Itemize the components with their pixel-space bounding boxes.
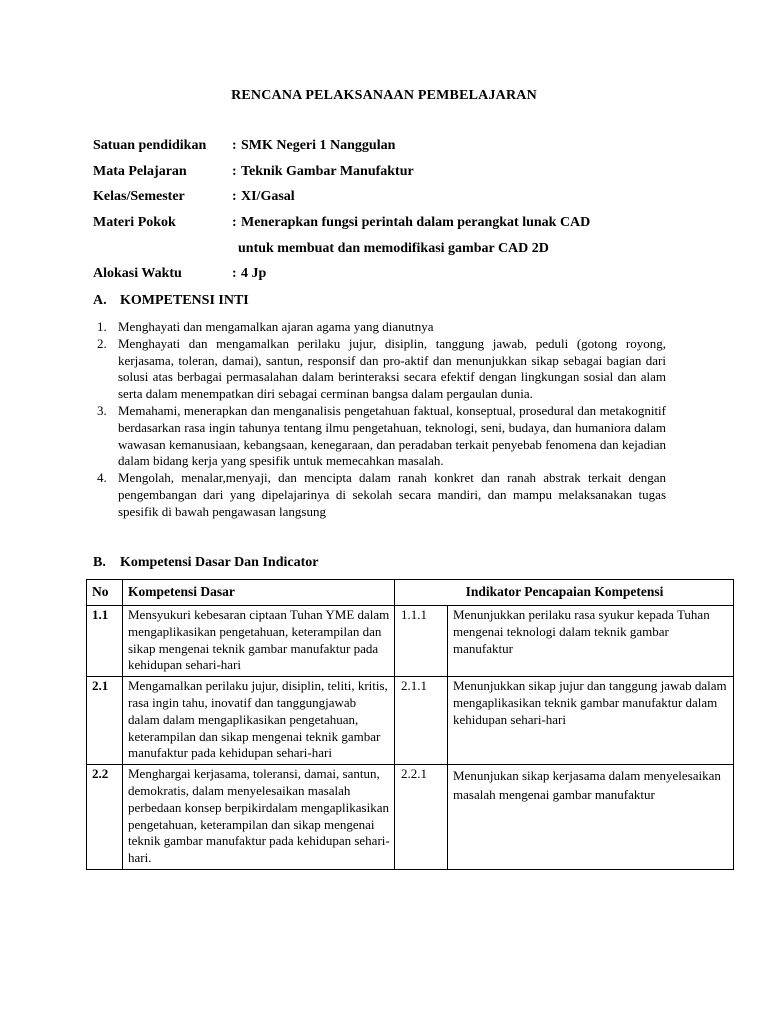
section-letter: A. [93, 293, 107, 308]
cell-kompetensi-dasar: Mengamalkan perilaku jujur, disiplin, teliti, kritis, rasa ingin tahu, inovatif dan tanggungjawab dalam dalam mengaplikasikan pengetahuan, keterampilan dan sikap mengenai teknik gambar manufaktur pada kehidupan sehari-hari [123, 677, 395, 765]
header-kompetensi-dasar: Kompetensi Dasar [123, 580, 395, 606]
identity-row-materi [93, 215, 693, 266]
list-item [95, 403, 666, 470]
identity-label: Alokasi Waktu [93, 265, 182, 281]
identity-value: XI/Gasal [241, 189, 295, 204]
cell-no: 2.2 [87, 765, 123, 870]
identity-separator: : [232, 163, 237, 179]
list-number: 1. [97, 319, 107, 334]
section-letter: B. [93, 555, 106, 570]
cell-indicator: Menunjukan sikap kerjasama dalam menyelesaikan masalah mengenai gambar manufaktur [448, 765, 734, 870]
document-title: RENCANA PELAKSANAAN PEMBELAJARAN [231, 88, 537, 103]
table-header-row [87, 580, 734, 606]
list-item [95, 319, 666, 336]
table-row [87, 677, 734, 765]
list-item [95, 470, 666, 520]
identity-value: SMK Negeri 1 Nanggulan [241, 138, 396, 153]
identity-row-satuan [93, 138, 693, 164]
cell-indicator-code: 1.1.1 [395, 606, 448, 677]
identity-value: 4 Jp [241, 265, 267, 281]
identity-label: Materi Pokok [93, 214, 176, 230]
cell-kompetensi-dasar: Menghargai kerjasama, toleransi, damai, santun, demokratis, dalam menyelesaikan masalah perbedaan konsep berpikirdalam mengaplikasikan pengetahuan, keterampilan dan sikap mengenai teknik gambar manufaktur pada kehidupan sehari-hari. [123, 765, 395, 870]
identity-row-kelas [93, 189, 693, 215]
list-number: 3. [97, 402, 107, 418]
identity-separator: : [232, 138, 237, 153]
identity-block [93, 138, 693, 291]
list-text: Mengolah, menalar,menyaji, dan mencipta dalam ranah konkret dan ranah abstrak terkait dengan pengembangan dari yang dipelajarinya di sekolah secara mandiri, dan mampu melaksanakan tugas spesifik di bawah pengawasan langsung [118, 470, 666, 519]
table-row [87, 765, 734, 870]
section-b-heading [93, 555, 318, 571]
header-indikator: Indikator Pencapaian Kompetensi [395, 580, 734, 606]
kompetensi-dasar-table [86, 579, 734, 870]
identity-label: Mata Pelajaran [93, 163, 187, 179]
table-row [87, 606, 734, 677]
section-a-heading [93, 293, 249, 309]
list-number: 2. [97, 335, 107, 351]
cell-indicator-code: 2.2.1 [395, 765, 448, 870]
section-title: Kompetensi Dasar Dan Indicator [120, 555, 319, 570]
cell-no: 2.1 [87, 677, 123, 765]
cell-indicator: Menunjukkan perilaku rasa syukur kepada Tuhan mengenai teknologi dalam teknik gambar manufaktur [448, 606, 734, 677]
list-number: 4. [97, 470, 107, 486]
list-item [95, 336, 666, 403]
identity-row-alokasi [93, 266, 693, 292]
identity-value: Menerapkan fungsi perintah dalam perangkat lunak CAD [241, 214, 591, 230]
identity-label: Satuan pendidikan [93, 138, 207, 153]
identity-value: Teknik Gambar Manufaktur [241, 163, 414, 179]
header-no: No [87, 580, 123, 606]
identity-row-mapel [93, 164, 693, 190]
cell-indicator-code: 2.1.1 [395, 677, 448, 765]
identity-label: Kelas/Semester [93, 189, 185, 204]
list-text: Menghayati dan mengamalkan perilaku jujur, disiplin, tanggung jawab, peduli (gotong royong, kerjasama, toleran, damai), santun, responsif dan pro-aktif dan menunjukkan sikap sebagai bagian dari solusi atas berbagai permasalahan dalam berinteraksi secara efektif dengan lingkungan sosial dan alam serta dalam menempatkan diri sebagai cerminan bangsa dalam pergaulan dunia. [118, 335, 666, 402]
cell-indicator: Menunjukkan sikap jujur dan tanggung jawab dalam mengaplikasikan teknik gambar manufaktur dalam kehidupan sehari-hari [448, 677, 734, 765]
kompetensi-inti-list [95, 319, 666, 521]
section-title: KOMPETENSI INTI [120, 293, 249, 308]
cell-kompetensi-dasar: Mensyukuri kebesaran ciptaan Tuhan YME dalam mengaplikasikan pengetahuan, keterampilan dan sikap mengenai teknik gambar manufaktur pada kehidupan sehari-hari [123, 606, 395, 677]
cell-no: 1.1 [87, 606, 123, 677]
identity-separator: : [232, 265, 237, 281]
list-text: Menghayati dan mengamalkan ajaran agama yang dianutnya [118, 319, 434, 334]
identity-separator: : [232, 189, 237, 204]
identity-value-continuation: untuk membuat dan memodifikasi gambar CAD 2D [238, 240, 549, 256]
list-text: Memahami, menerapkan dan menganalisis pengetahuan faktual, konseptual, prosedural dan metakognitif berdasarkan rasa ingin tahunya tentang ilmu pengetahuan, teknologi, seni, budaya, dan humaniora dalam wawasan kemanusiaan, kebangsaan, kenegaraan, dan peradaban terkait penyebab fenomena dan kejadian dalam bidang kerja yang spesifik untuk memecahkan masalah. [118, 402, 666, 469]
identity-separator: : [232, 214, 237, 230]
